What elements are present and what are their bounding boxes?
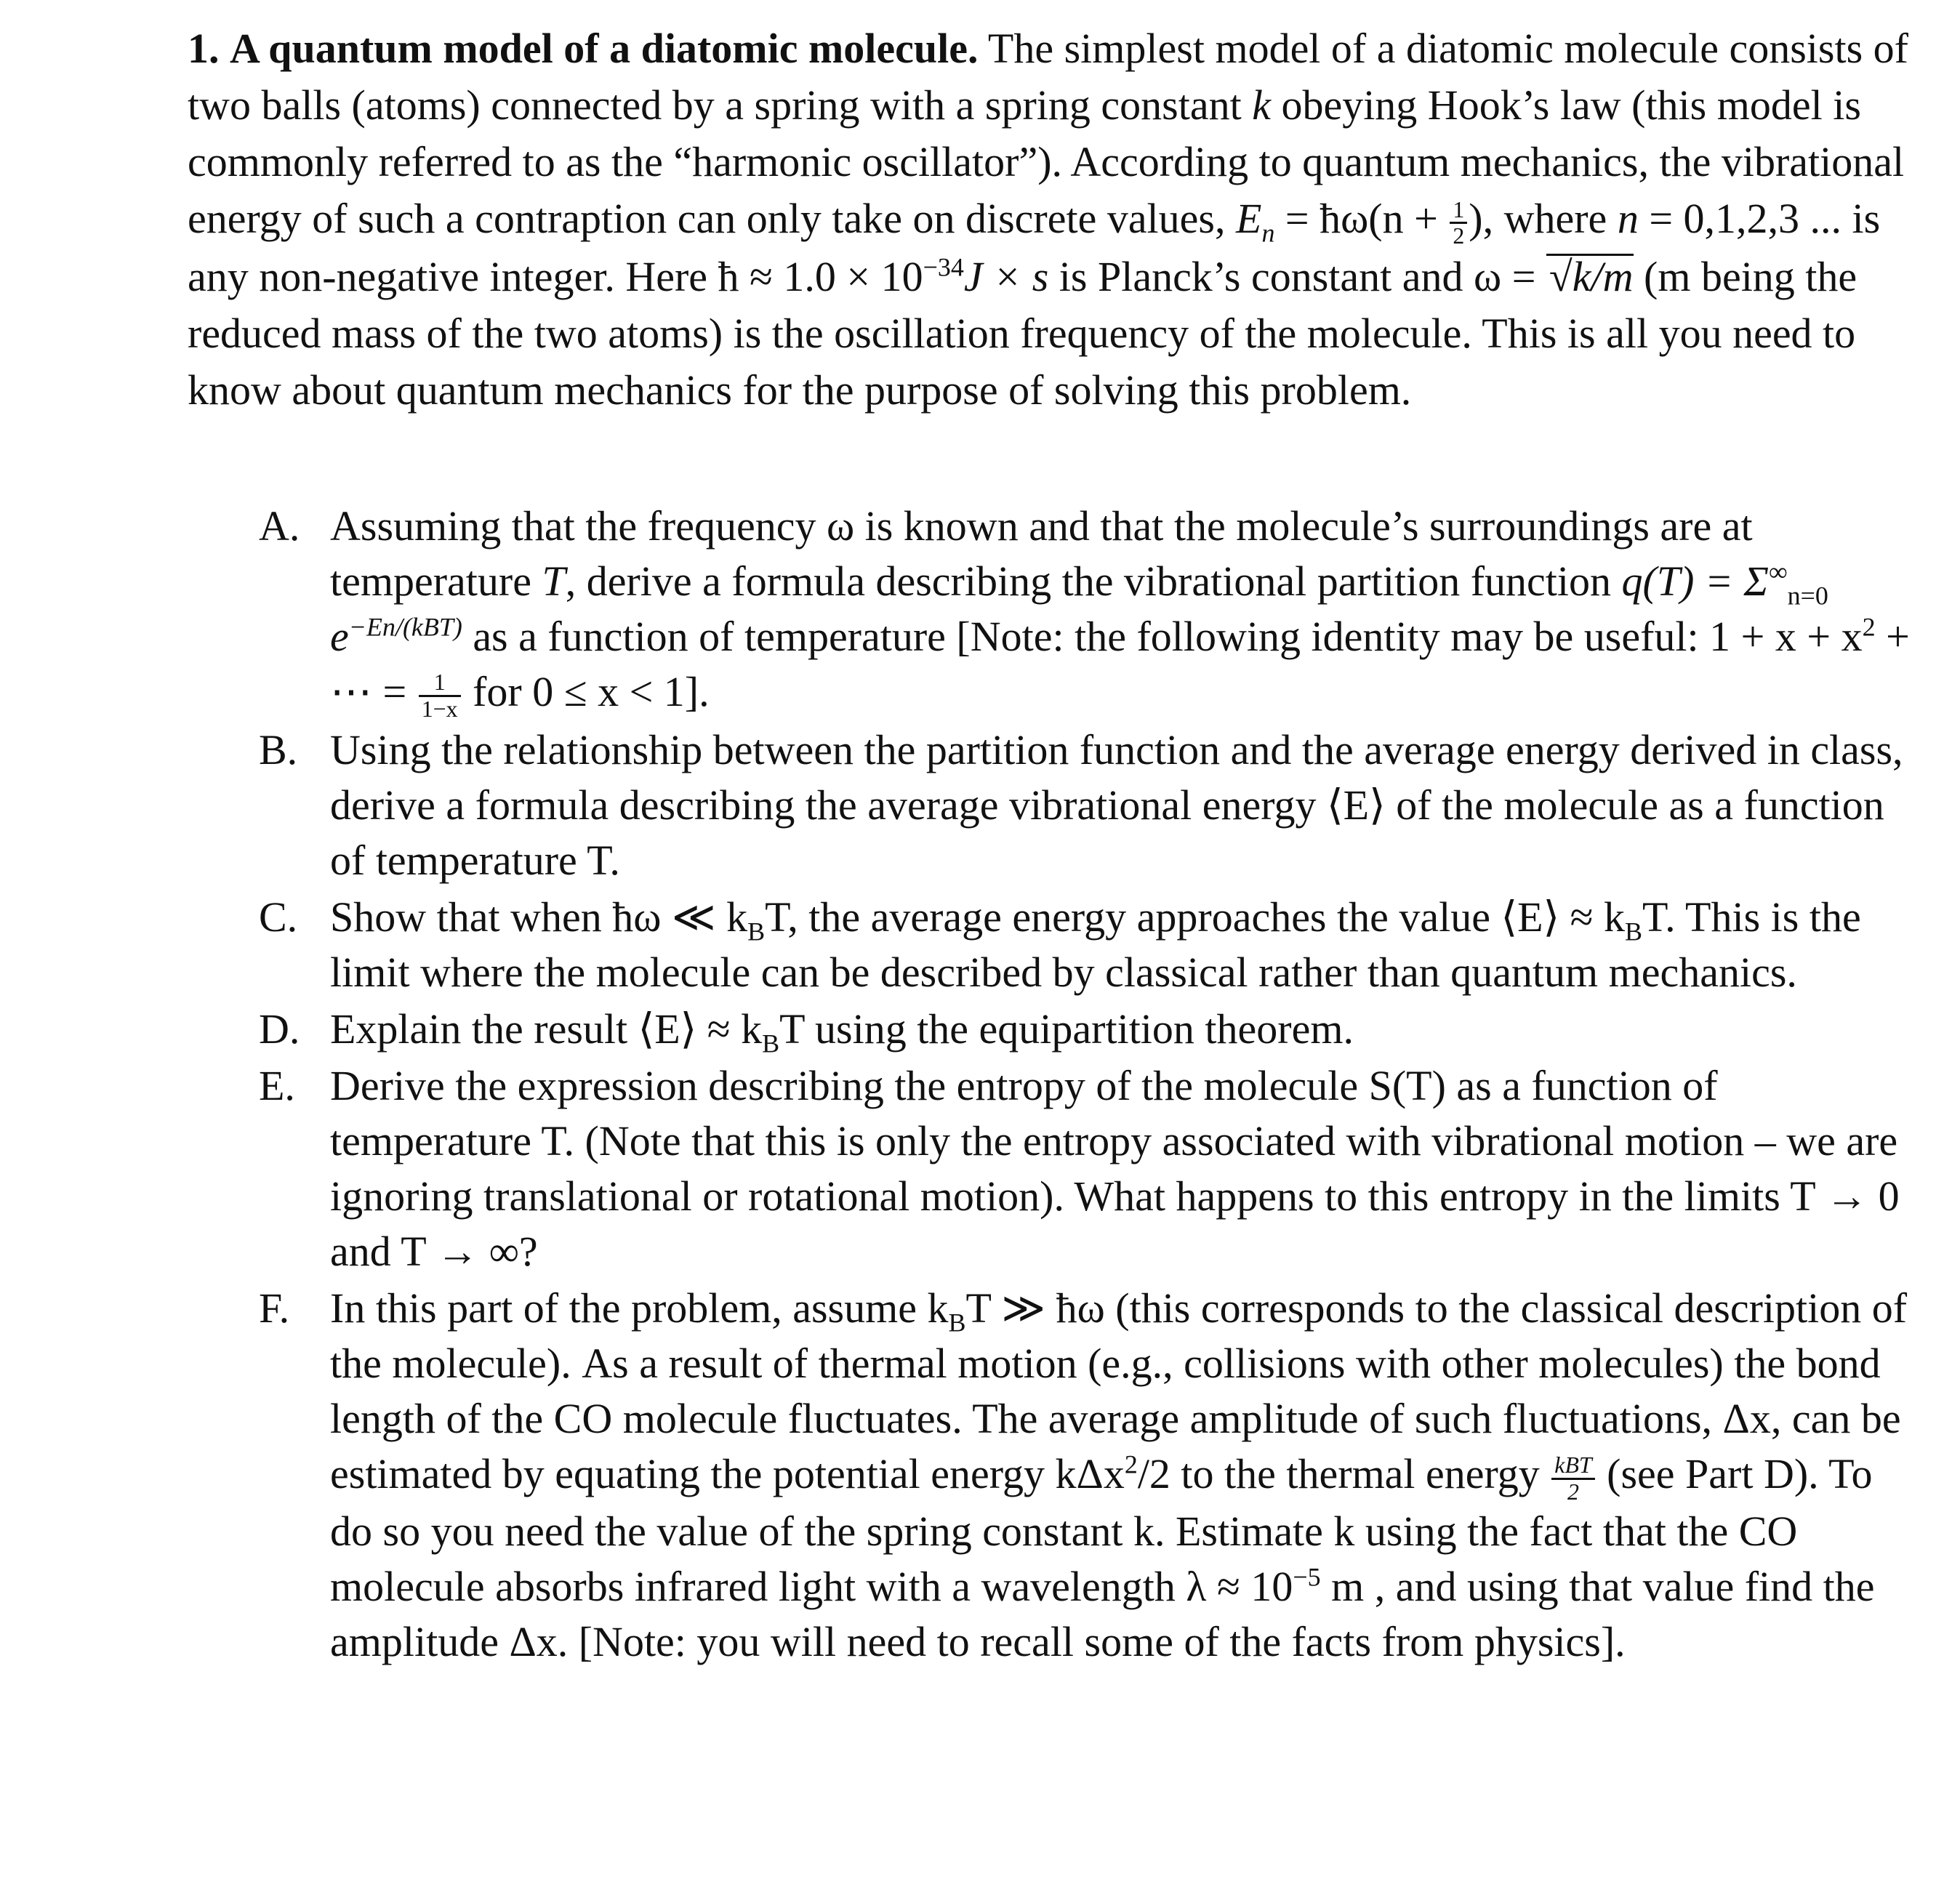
part-f-exp: −5 <box>1293 1562 1321 1592</box>
half-den: 2 <box>1453 223 1465 249</box>
part-a-T: T <box>542 557 566 605</box>
part-letter: B. <box>259 726 298 774</box>
problem-page <box>188 20 1918 1671</box>
part-c-sub-b2: B <box>1624 917 1642 946</box>
part-d-text-a: Explain the result ⟨E⟩ ≈ k <box>330 1005 763 1053</box>
part-a-sum-sub: n=0 <box>1787 581 1828 611</box>
part-f <box>188 1281 1918 1670</box>
part-a-text-b: , derive a formula describing the vibrational partition function <box>565 557 1622 605</box>
intro-text-2: obeying Hook’s law (this model is commonly referred to as the “harmonic oscillator”). According to quantum mechanics, the vibrational energy of such a contraption can only take on discrete values, <box>188 81 1905 242</box>
problem-title: A quantum model of a diatomic molecule. <box>230 25 979 72</box>
part-letter: A. <box>259 502 300 550</box>
part-a-fraction <box>419 670 461 721</box>
intro-En: E <box>1236 195 1262 242</box>
part-f-text-c: /2 to the thermal energy <box>1137 1450 1551 1498</box>
intro-k: k <box>1252 81 1271 129</box>
part-f-sq: 2 <box>1124 1450 1138 1480</box>
part-a-sum-sup: ∞ <box>1769 557 1788 587</box>
part-body <box>330 499 1918 722</box>
intro-eq1: = ħω(n + <box>1274 195 1449 242</box>
part-f-text-a: In this part of the problem, assume k <box>330 1284 949 1332</box>
intro-En-sub: n <box>1261 218 1275 248</box>
part-letter: E. <box>259 1062 295 1110</box>
part-letter: C. <box>259 893 298 941</box>
intro-reduced: (m being the reduced mass of the two atoms) is the oscillation frequency of the molecule. This is all you need to know about quantum mechanics for the purpose of solving this problem. <box>188 252 1857 414</box>
part-a-exp-e: e <box>330 612 349 660</box>
part-f-frac-den: 2 <box>1567 1478 1579 1505</box>
part-a-text-e: for 0 ≤ x < 1]. <box>462 667 710 715</box>
intro-units: J × s <box>963 252 1049 300</box>
part-body: Using the relationship between the partition function and the average energy derived in class, derive a formula describing the average vibrational energy ⟨E⟩ of the molecule as a function of temperature T. <box>330 726 1903 885</box>
part-a-exp-sup: −En/(kBT) <box>348 612 462 642</box>
part-a-qT: q(T) = Σ <box>1621 557 1769 605</box>
half-fraction <box>1450 198 1467 249</box>
part-a-frac-num: 1 <box>419 670 461 697</box>
part-d-text-b: T using the equipartition theorem. <box>779 1005 1354 1053</box>
part-f-text-b: T ≫ ħω (this corresponds to the classical description of the molecule). As a result of thermal motion (e.g., collisions with other molecules) the bond length of the CO molecule fluctuates. The average amplitude of such fluctuations, Δx, can be estimated by equating the potential energy kΔx <box>330 1284 1908 1498</box>
parts-list <box>188 499 1918 1670</box>
sqrt-km: √k/m <box>1546 254 1634 298</box>
part-a-text-d: + ⋯ = <box>330 612 1910 715</box>
intro-eq1-end: ), where <box>1469 195 1618 242</box>
intro-n-vals: = 0,1,2,3 ... is any non-negative integer. Here ħ ≈ 1.0 × 10 <box>188 195 1881 300</box>
part-body <box>330 1002 1918 1057</box>
part-c-text-c: T. This is the limit where the molecule can be described by classical rather than quantum mechanics. <box>330 893 1861 997</box>
problem-number: 1. <box>188 25 220 72</box>
part-body <box>330 890 1918 1000</box>
part-a-frac-den: 1−x <box>421 696 458 722</box>
intro-n: n <box>1617 195 1639 242</box>
part-a-text-c: as a function of temperature [Note: the following identity may be useful: 1 + x + x <box>462 612 1863 660</box>
part-f-text-d: (see Part D). To do so you need the value of the spring constant k. Estimate k using the fact that the CO molecule absorbs infrared light with a wavelength λ ≈ 10 <box>330 1450 1873 1611</box>
part-c-text-a: Show that when ħω ≪ k <box>330 893 748 941</box>
part-e <box>188 1058 1918 1279</box>
sqrt-content: k/m <box>1572 252 1634 300</box>
part-c <box>188 890 1918 1000</box>
part-d-sub-b: B <box>762 1029 780 1058</box>
part-f-frac-num: kBT <box>1551 1453 1594 1480</box>
part-letter: F. <box>259 1284 290 1332</box>
intro-text-1: The simplest model of a diatomic molecule consists of two balls (atoms) connected by a spring with a spring constant <box>188 25 1908 129</box>
intro-exp: −34 <box>923 252 964 282</box>
part-d <box>188 1002 1918 1057</box>
part-a <box>188 499 1918 722</box>
part-b <box>188 723 1918 888</box>
part-c-sub-b1: B <box>747 917 766 946</box>
part-f-sub-b1: B <box>948 1308 966 1337</box>
part-f-text-e: m , and using that value find the amplitude Δx. [Note: you will need to recall some of the facts from physics]. <box>330 1563 1875 1666</box>
part-a-sq: 2 <box>1862 612 1876 642</box>
part-letter: D. <box>259 1005 300 1053</box>
part-a-text-a: Assuming that the frequency ω is known and that the molecule’s surroundings are at temperature <box>330 502 1753 605</box>
problem-intro <box>188 20 1918 419</box>
part-f-fraction <box>1551 1453 1594 1504</box>
part-body: Derive the expression describing the entropy of the molecule S(T) as a function of temperature T. (Note that this is only the entropy associated with vibrational motion – we are ignoring translational or rotational motion). What happens to this entropy in the limits T → 0 and T → ∞? <box>330 1062 1900 1276</box>
half-num: 1 <box>1450 198 1467 225</box>
part-c-text-b: T, the average energy approaches the value ⟨E⟩ ≈ k <box>765 893 1625 941</box>
intro-planck: is Planck’s constant and ω = <box>1048 252 1546 300</box>
part-body <box>330 1281 1918 1670</box>
